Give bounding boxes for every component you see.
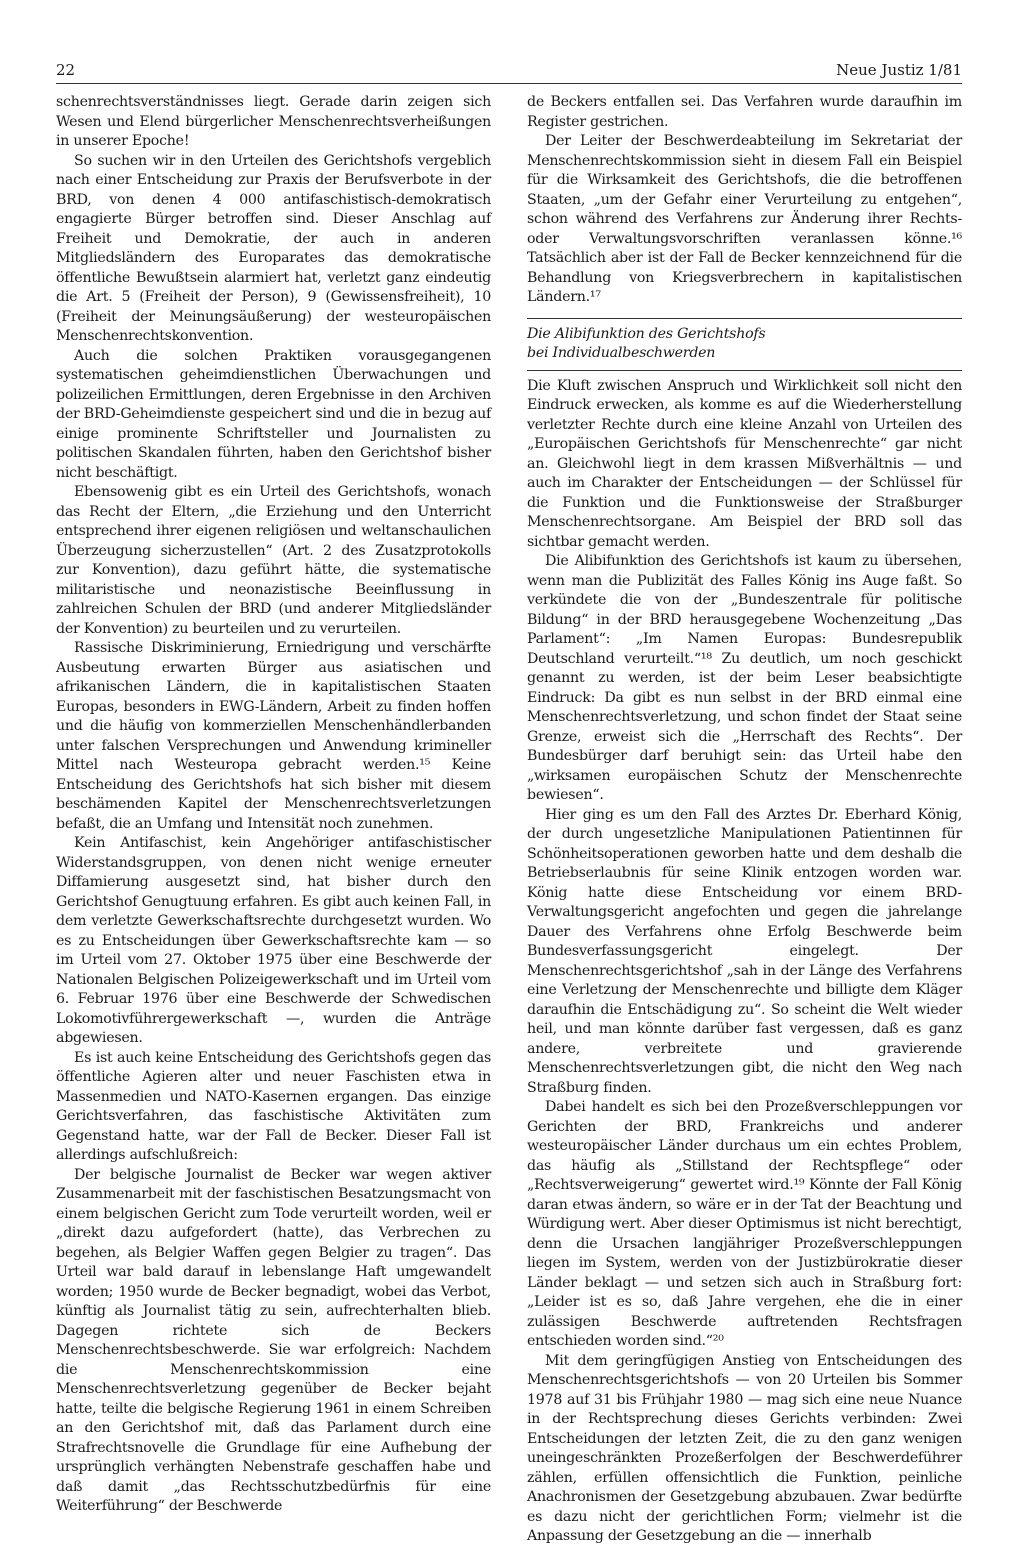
paragraph: schenrechtsverständnisses liegt. Gerade darin zeigen sich Wesen und Elend bürgerlicher Menschenrechtsverheißungen in unserer Epoche! (56, 94, 491, 149)
paragraph: Ebensowenig gibt es ein Urteil des Gerichtshofs, wonach das Recht der Eltern, „die Erziehung und den Unterricht entsprechend ihrer eigenen religiösen und weltanschaulichen Überzeugung sicherzustellen“ (Art. 2 des Zusatzprotokolls zur Konvention), dazu geführt hätte, die systematische militaristische und neonazistische Beeinflussung in zahlreichen Schulen der BRD (und anderer Mitgliedsländer der Konvention) zu beurteilen und zu verurteilen. (56, 484, 491, 637)
paragraph: Die Kluft zwischen Anspruch und Wirklichkeit soll nicht den Eindruck erwecken, als komme es auf die Wiederherstellung verletzter Rechte durch eine kleine Anzahl von Urteilen des „Europäischen Gerichtshofs für Menschenrechte“ gar nicht an. Gleichwohl liegt in dem krassen Mißverhältnis — und auch im Charakter der Entscheidungen — der Schlüssel für die Funktion und die Funktionsweise der Straßburger Menschenrechtsorgane. Am Beispiel der BRD soll das sichtbar gemacht werden. (527, 377, 962, 550)
paragraph: de Beckers entfallen sei. Das Verfahren wurde daraufhin im Register gestrichen. (527, 94, 962, 130)
journal-issue: Neue Justiz 1/81 (836, 61, 962, 79)
paragraph: Es ist auch keine Entscheidung des Gerichtshofs gegen das öffentliche Agieren alter und neuer Faschisten etwa in Massenmedien und NATO-Kasernen ergangen. Das einzige Gerichtsverfahren, das faschistische Aktivitäten zum Gegenstand hatte, war der Fall de Becker. Dieser Fall ist allerdings aufschlußreich: (56, 1049, 491, 1163)
paragraph: Der Leiter der Beschwerdeabteilung im Sekretariat der Menschenrechtskommission sieht in diesem Fall ein Beispiel für die Wirksamkeit des Gerichtshofs, die die betroffenen Staaten, „um der Gefahr einer Verurteilung zu entgehen“, schon während des Verfahrens zur Änderung ihrer Rechts- oder Verwaltungsvorschriften veranlassen könne.¹⁶ Tatsächlich aber ist der Fall de Becker kennzeichnend für die Behandlung von Kriegsverbrechern in kapitalistischen Ländern.¹⁷ (527, 133, 962, 305)
left-column (56, 93, 491, 1517)
paragraph: Mit dem geringfügigen Anstieg von Entscheidungen des Menschenrechtsgerichtshofs — von 20 Urteilen bis Sommer 1978 auf 31 bis Frühjahr 1980 — mag sich eine neue Nuance in der Rechtsprechung dieses Gerichts verbinden: Zwei Entscheidungen der letzten Zeit, die zu den ganz wenigen uneingeschränkten Prozeßerfolgen der Beschwerdeführer zählen, erfüllen offensichtlich die Funktion, peinliche Anachronismen der Gesetzgebung abzubauen. Zwar bedürfte es dazu nicht der gerichtlichen Form; vielmehr ist die Anpassung der Gesetzgebung an die — innerhalb (527, 1352, 962, 1544)
paragraph: Rassische Diskriminierung, Erniedrigung und verschärfte Ausbeutung erwarten Bürger aus asiatischen und afrikanischen Ländern, die in kapitalistischen Staaten Europas, besonders in EWG-Ländern, Arbeit zu finden hoffen und die häufig von kommerziellen Menschenhändlerbanden unter falschen Versprechungen und Anwendung krimineller Mittel nach Westeuropa gebracht werden.¹⁵ Keine Entscheidung des Gerichtshofs hat sich bisher mit diesem beschämenden Kapitel der Menschenrechtsverletzungen befaßt, die an Umfang und Intensität noch zunehmen. (56, 640, 491, 832)
section-divider (527, 370, 962, 371)
paragraph: Kein Antifaschist, kein Angehöriger antifaschistischer Widerstandsgruppen, von denen nicht wenige erneuter Diffamierung ausgesetzt sind, hat bisher durch den Gerichtshof Genugtuung erfahren. Es gibt auch keinen Fall, in dem verletzte Gewerkschaftsrechte durchgesetzt wurden. Wo es zu Entscheidungen über Gewerkschaftsrechte kam — so im Urteil vom 27. Oktober 1975 über eine Beschwerde der Nationalen Belgischen Polizeigewerkschaft und im Urteil vom 6. Februar 1976 über eine Beschwerde der Schwedischen Lokomotivführergewerkschaft —, wurden die Anträge abgewiesen. (56, 835, 491, 1046)
paragraph: Auch die solchen Praktiken vorausgegangenen systematischen geheimdienstlichen Überwachungen und polizeilichen Ermittlungen, deren Ergebnisse in den Archiven der BRD-Geheimdienste gespeichert sind und die in bezug auf einige prominente Schriftsteller und Journalisten zu politischen Skandalen führten, haben den Gerichtshof bisher nicht beschäftigt. (56, 347, 491, 481)
paragraph: Hier ging es um den Fall des Arztes Dr. Eberhard König, der durch ungesetzliche Manipulationen Patientinnen für Schönheitsoperationen geworben hatte und dem deshalb die Betriebserlaubnis für seine Klinik entzogen worden war. König hatte diese Entscheidung vor einem BRD-Verwaltungsgericht angefochten und gegen die jahrelange Dauer des Verfahrens ohne Erfolg Beschwerde beim Bundesverfassungsgericht eingelegt. Der Menschenrechtsgerichtshof „sah in der Länge des Verfahrens eine Verletzung der Menschenrechte und billigte dem Kläger daraufhin die Entschädigung zu“. So scheint die Welt wieder heil, und man könnte darüber fast vergessen, daß es ganz andere, verbreitete und gravierende Menschenrechtsverletzungen gibt, die nicht den Weg nach Straßburg finden. (527, 806, 962, 1096)
section-heading (527, 325, 962, 364)
section-divider (527, 318, 962, 319)
section-heading-line: Die Alibifunktion des Gerichtshofs (527, 325, 766, 342)
page-number: 22 (56, 61, 76, 79)
paragraph: So suchen wir in den Urteilen des Gerichtshofs vergeblich nach einer Entscheidung zur Praxis der Berufsverbote in der BRD, von denen 4 000 antifaschistisch-demokratisch engagierte Bürger betroffen sind. Dieser Anschlag auf Freiheit und Demokratie, der auch in anderen Mitgliedsländern des Europarates das demokratische öffentliche Bewußtsein alarmiert hat, verletzt ganz eindeutig die Art. 5 (Freiheit der Person), 9 (Gewissensfreiheit), 10 (Freiheit der Meinungsäußerung) der westeuropäischen Menschenrechtskonvention. (56, 152, 491, 344)
right-column (527, 93, 962, 1547)
header-rule (56, 83, 962, 84)
section-heading-line: bei Individualbeschwerden (527, 345, 716, 361)
paragraph: Die Alibifunktion des Gerichtshofs ist kaum zu übersehen, wenn man die Publizität des Falles König ins Auge faßt. So verkündete die von der „Bundeszentrale für politische Bildung“ in der BRD herausgegebene Wochenzeitung „Das Parlament“: „Im Namen Europas: Bundesrepublik Deutschland verurteilt.“¹⁸ Zu deutlich, um noch geschickt genannt zu werden, ist der beim Leser beabsichtigte Eindruck: Da gibt es nun selbst in der BRD einmal eine Menschenrechtsverletzung, und schon findet der Staat seine Grenze, erweist sich die „Herrschaft des Rechts“. Der Bundesbürger darf beruhigt sein: das Urteil habe den „wirksamen europäischen Schutz der Menschenrechte bewiesen“. (527, 553, 962, 803)
paragraph: Dabei handelt es sich bei den Prozeßverschleppungen vor Gerichten der BRD, Frankreichs und anderer westeuropäischer Länder durchaus um ein echtes Problem, das häufig als „Stillstand der Rechtspflege“ oder „Rechtsverweigerung“ gewertet wird.¹⁹ Könnte der Fall König daran etwas ändern, so wäre er in der Tat der Beachtung und Würdigung wert. Aber dieser Optimismus ist nicht berechtigt, denn die Ursachen langjähriger Prozeßverschleppungen liegen im System, werden von der Justizbürokratie dieser Länder beklagt — und setzen sich auch in Straßburg fort: „Leider ist es so, daß Jahre vergehen, ehe die in einer zulässigen Beschwerde auftretenden Rechtsfragen entschieden worden sind.“²⁰ (527, 1099, 962, 1349)
paragraph: Der belgische Journalist de Becker war wegen aktiver Zusammenarbeit mit der faschistischen Besatzungsmacht von einem belgischen Gericht zum Tode verurteilt worden, weil er „direkt dazu aufgefordert (hatte), das Verbrechen zu begehen, als Belgier Waffen gegen Belgier zu tragen“. Das Urteil war bald darauf in lebenslange Haft umgewandelt worden; 1950 wurde de Becker begnadigt, wobei das Verbot, künftig als Journalist tätig zu sein, aufrechterhalten blieb. Dagegen richtete sich de Beckers Menschenrechtsbeschwerde. Sie war erfolgreich: Nachdem die Menschenrechtskommission eine Menschenrechtsverletzung gegenüber de Becker bejaht hatte, teilte die belgische Regierung 1961 in einem Schreiben an den Gerichtshof mit, daß das Parlament durch eine Strafrechtsnovelle die Grundlage für eine Aufhebung der ursprünglich verhängten Nebenstrafe geschaffen habe und daß damit „das Rechtsschutzbedürfnis für eine Weiterführung“ der Beschwerde (56, 1166, 491, 1514)
